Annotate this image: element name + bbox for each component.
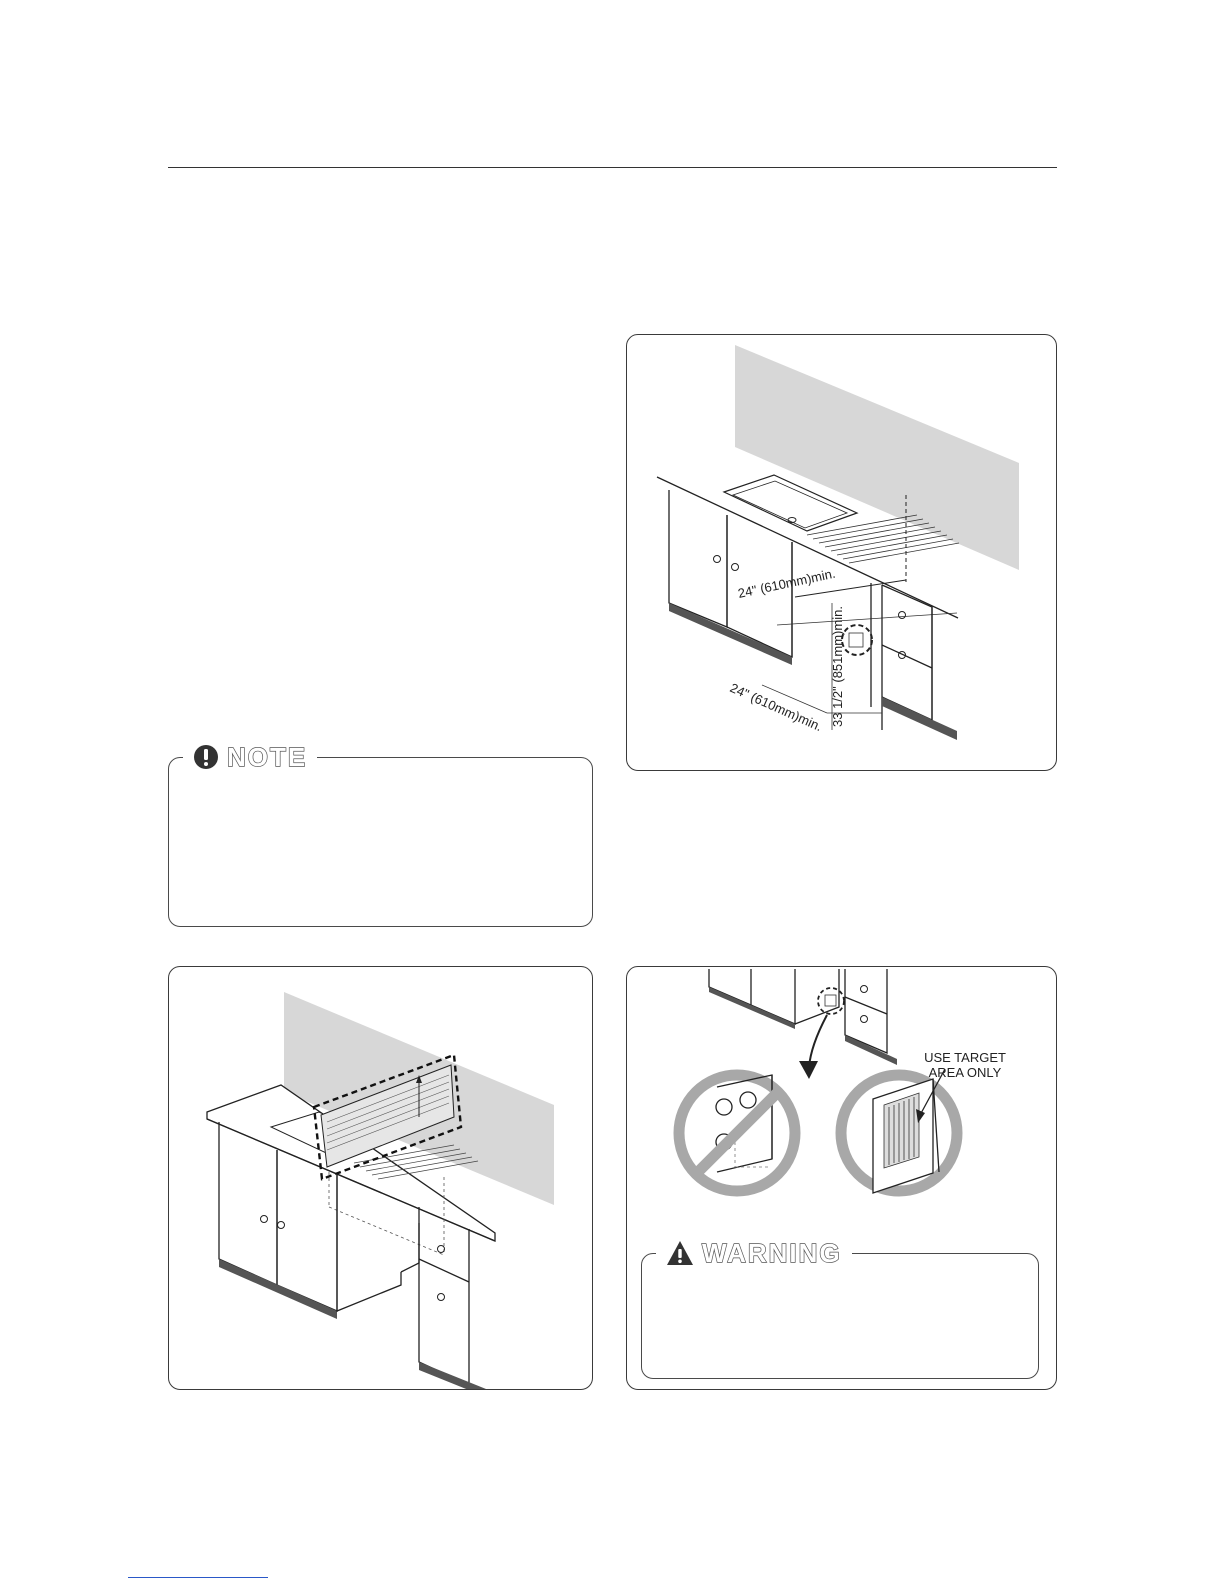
allowed-target-area-icon bbox=[841, 1075, 957, 1193]
target-label-line1: USE TARGET bbox=[924, 1050, 1006, 1065]
depth-dimension-label: 24" (610mm)min. bbox=[736, 565, 837, 601]
clearance-illustration bbox=[627, 335, 1057, 771]
warning-triangle-icon bbox=[666, 1240, 694, 1266]
cabinet-illustration bbox=[169, 967, 593, 1390]
warning-heading bbox=[656, 1233, 852, 1273]
target-label-line2: AREA ONLY bbox=[928, 1065, 1002, 1080]
note-box bbox=[168, 741, 593, 927]
exclamation-icon bbox=[193, 744, 219, 770]
note-title: NOTE bbox=[227, 741, 308, 772]
header-rule bbox=[168, 167, 1057, 168]
target-area-figure-panel bbox=[626, 966, 1057, 1390]
cabinet-figure-panel bbox=[168, 966, 593, 1390]
footer-link-underline bbox=[128, 1577, 268, 1578]
prohibited-area-icon bbox=[679, 1075, 795, 1191]
width-dimension-label: 24" (610mm)min. bbox=[727, 680, 825, 735]
height-dimension-label: 33 1/2" (851mm)min. bbox=[830, 606, 845, 727]
warning-title: WARNING bbox=[702, 1237, 842, 1268]
note-heading bbox=[183, 737, 317, 777]
clearance-figure-panel bbox=[626, 334, 1057, 771]
warning-box bbox=[641, 1237, 1039, 1379]
